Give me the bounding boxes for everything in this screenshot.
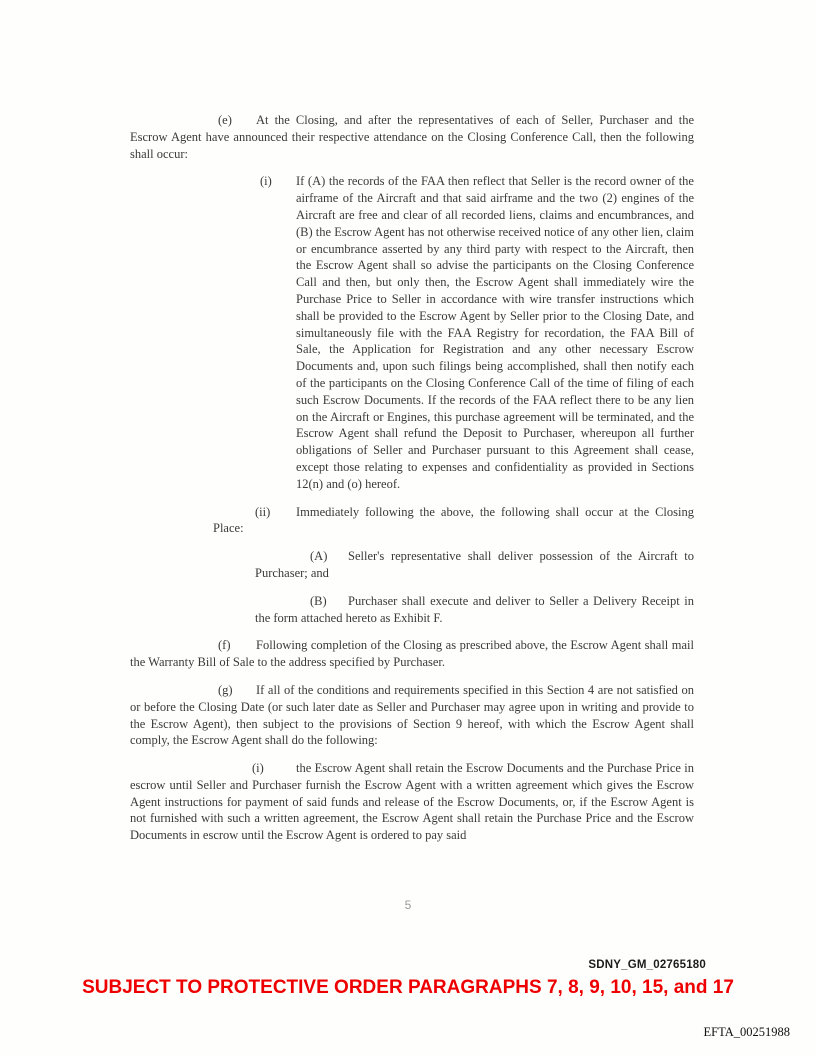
bates-stamp-sdny: SDNY_GM_02765180 bbox=[588, 959, 706, 971]
paragraph-f-text: Following completion of the Closing as prescribed above, the Escrow Agent shall mail the Warranty Bill of Sale to the address specified by Purchaser. bbox=[130, 638, 694, 670]
protective-order-stamp: SUBJECT TO PROTECTIVE ORDER PARAGRAPHS 7, 8, 9, 10, 15, and 17 bbox=[82, 977, 734, 998]
paragraph-f bbox=[130, 637, 694, 671]
paragraph-e-ii-A-label: (A) bbox=[310, 549, 328, 564]
page-number: 5 bbox=[404, 898, 412, 912]
paragraph-e-text: At the Closing, and after the representatives of each of Seller, Purchaser and the Escrow Agent have announced their respective attendance on the Closing Conference Call, then the following shall occur: bbox=[130, 113, 694, 161]
paragraph-e-ii-A-text: Seller's representative shall deliver possession of the Aircraft to Purchaser; and bbox=[255, 549, 694, 580]
paragraph-e-ii-label: (ii) bbox=[255, 504, 271, 519]
paragraph-g-text: If all of the conditions and requirements specified in this Section 4 are not satisfied on or before the Closing Date (or such later date as Seller and Purchaser may agree upon in writing and provide to the Escrow Agent), then subject to the provisions of Section 9 hereof, with which the Escrow Agent shall comply, the Escrow Agent shall do the following: bbox=[130, 682, 694, 748]
paragraph-g bbox=[130, 682, 694, 749]
paragraph-g-i-label: (i) bbox=[252, 761, 264, 776]
paragraph-f-label: (f) bbox=[218, 638, 231, 653]
bates-stamp-efta: EFTA_00251988 bbox=[703, 1025, 790, 1039]
paragraph-g-i bbox=[130, 760, 694, 844]
paragraph-g-i-text: the Escrow Agent shall retain the Escrow Documents and the Purchase Price in escrow until Seller and Purchaser furnish the Escrow Agent with a written agreement which gives the Escrow Agent instructions for payment of said funds and release of the Escrow Documents, or, if the Escrow Agent is not furnished with such a written agreement, the Escrow Agent shall retain the Purchase Price and the Escrow Documents in escrow until the Escrow Agent is ordered to pay said bbox=[130, 761, 694, 843]
paragraph-e-label: (e) bbox=[218, 113, 232, 127]
paragraph-e-ii bbox=[213, 504, 694, 538]
paragraph-e-i-label: (i) bbox=[260, 174, 272, 189]
paragraph-e-ii-B-label: (B) bbox=[310, 593, 327, 608]
paragraph-e-ii-text: Immediately following the above, the following shall occur at the Closing Place: bbox=[213, 504, 694, 536]
paragraph-e bbox=[130, 112, 694, 162]
paragraph-e-i-text: If (A) the records of the FAA then reflect that Seller is the record owner of the airframe of the Aircraft and that said airframe and the two (2) engines of the Aircraft are free and clear of all recorded liens, claims and encumbrances, and (B) the Escrow Agent has not otherwise received notice of any other lien, claim or encumbrance asserted by any third party with respect to the Aircraft, then the Escrow Agent shall so advise the participants on the Closing Conference Call and then, but only then, the Escrow Agent shall immediately wire the Purchase Price to Seller in accordance with wire transfer instructions which shall be provided to the Escrow Agent by Seller prior to the Closing Date, and simultaneously file with the FAA Registry for recordation, the FAA Bill of Sale, the Application for Registration and any other necessary Escrow Documents and, upon such filings being accomplished, shall then notify each of the participants on the Closing Conference Call of the time of filing of each such Escrow Documents. If the records of the FAA reflect there to be any lien on the Aircraft or Engines, this purchase agreement will be terminated, and the Escrow Agent shall refund the Deposit to Purchaser, whereupon all further obligations of Seller and Purchaser pursuant to this Agreement shall cease, except those relating to expenses and confidentiality as provided in Sections 12(n) and (o) hereof. bbox=[296, 174, 694, 491]
paragraph-e-i bbox=[260, 173, 694, 492]
document-body bbox=[130, 112, 694, 855]
paragraph-e-ii-B bbox=[255, 593, 694, 627]
paragraph-e-ii-B-text: Purchaser shall execute and deliver to Seller a Delivery Receipt in the form attached hereto as Exhibit F. bbox=[255, 593, 694, 625]
paragraph-e-ii-A bbox=[255, 548, 694, 582]
paragraph-g-label: (g) bbox=[218, 682, 233, 697]
